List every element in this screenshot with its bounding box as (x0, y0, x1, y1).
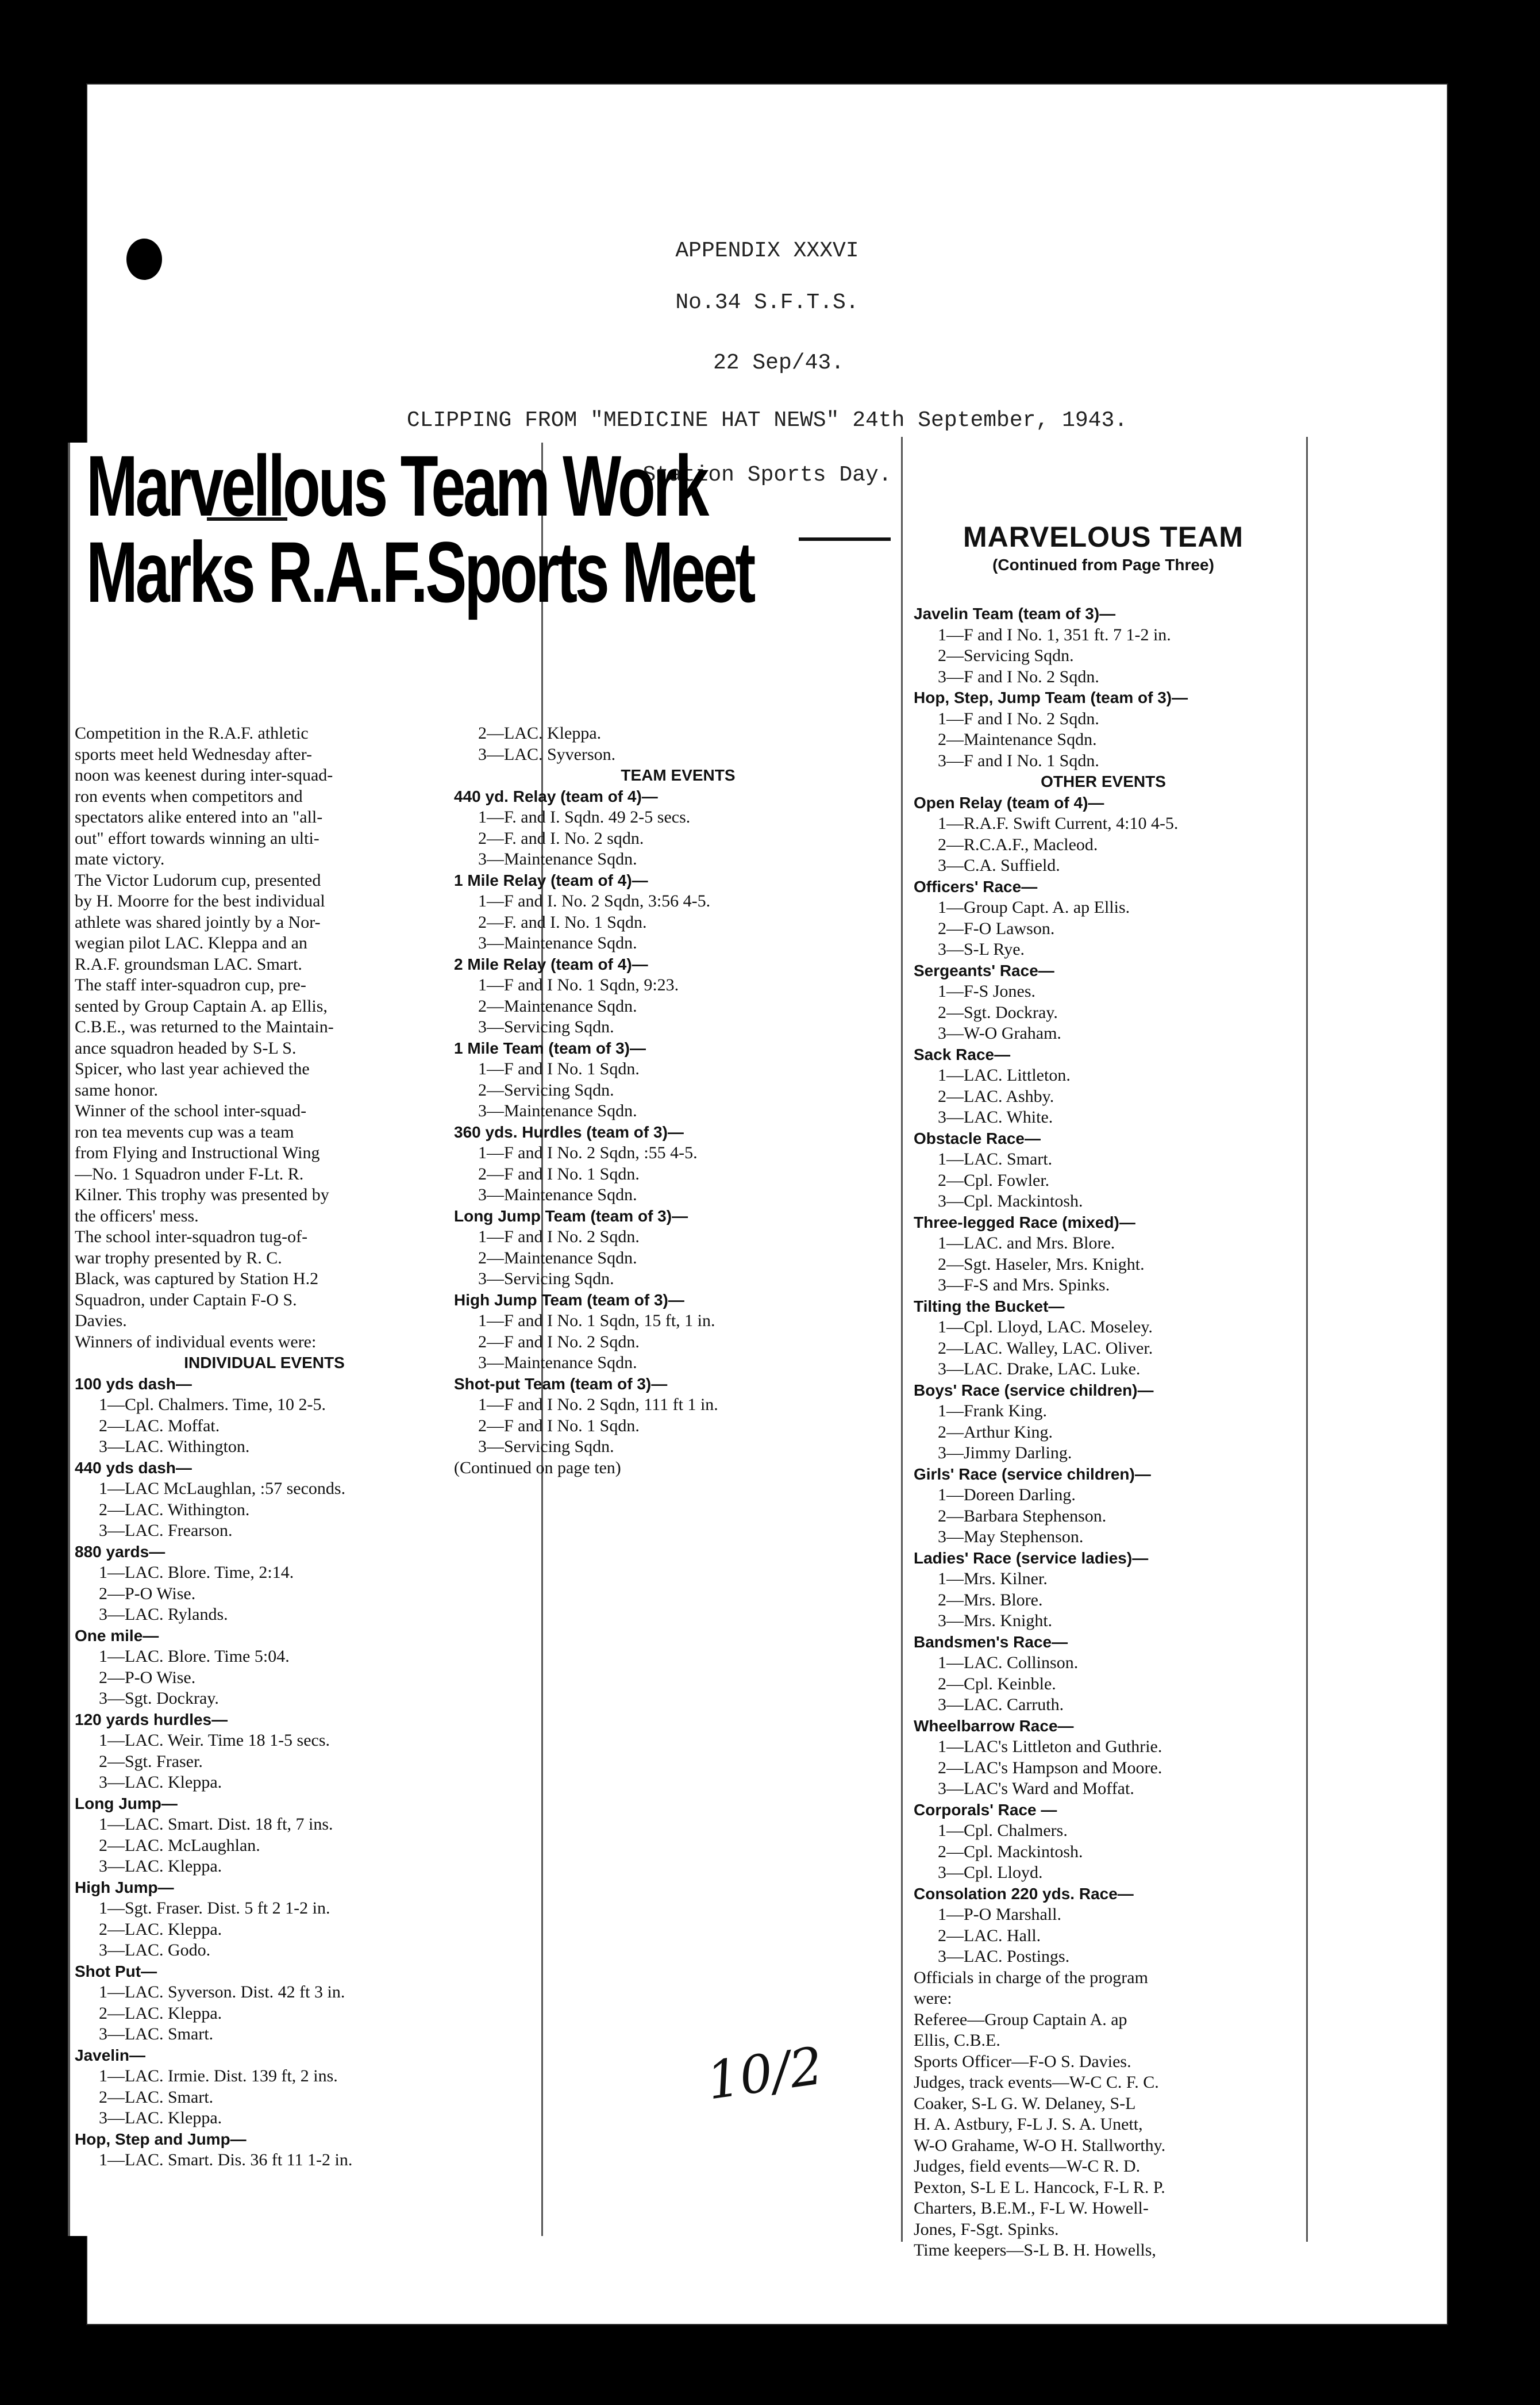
article-line: 1—Group Capt. A. ap Ellis. (938, 898, 1130, 917)
article-line: Long Jump Team (team of 3)— (454, 1207, 688, 1225)
right-clipping-header (914, 520, 1293, 574)
article-line: 2—P-O Wise. (99, 1584, 196, 1603)
article-line: Pexton, S-L E L. Hancock, F-L R. P. (914, 2177, 1165, 2197)
article-line: 1—F and I No. 1 Sqdn, 9:23. (478, 975, 679, 994)
article-line: 1—LAC. Syverson. Dist. 42 ft 3 in. (99, 1983, 345, 2001)
article-line: 2—Arthur King. (938, 1422, 1053, 1442)
article-line: Officials in charge of the program (914, 1968, 1148, 1987)
article-line: 3—LAC. Kleppa. (99, 1773, 222, 1792)
article-line: 3—LAC. Kleppa. (99, 1857, 222, 1876)
article-line: Judges, field events—W-C R. D. (914, 2157, 1141, 2176)
article-line: Black, was captured by Station H.2 (75, 1269, 319, 1288)
article-line: 100 yds dash— (75, 1374, 192, 1393)
article-line: 3—Maintenance Sqdn. (478, 933, 637, 952)
article-line: 1—F and I No. 2 Sqdn, :55 4-5. (478, 1143, 698, 1162)
article-line: 3—Servicing Sqdn. (478, 1269, 614, 1288)
article-line: Judges, track events—W-C C. F. C. (914, 2073, 1159, 2092)
article-line: 2—R.C.A.F., Macleod. (938, 835, 1098, 854)
article-line: Long Jump— (75, 1794, 178, 1812)
article-line: R.A.F. groundsman LAC. Smart. (75, 954, 302, 974)
article-line: Referee—Group Captain A. ap (914, 2010, 1127, 2029)
article-line: 1—LAC McLaughlan, :57 seconds. (99, 1479, 346, 1498)
article-line: 3—Servicing Sqdn. (478, 1017, 614, 1036)
article-line: 440 yds dash— (75, 1458, 192, 1477)
article-line: 1—LAC. Collinson. (938, 1653, 1079, 1672)
article-line: High Jump Team (team of 3)— (454, 1290, 684, 1309)
article-line: 3—LAC. Smart. (99, 2024, 214, 2043)
article-line: 3—Cpl. Lloyd. (938, 1863, 1043, 1882)
article-line: 2—LAC. Hall. (938, 1926, 1041, 1945)
article-line: 1—Mrs. Kilner. (938, 1569, 1048, 1588)
article-line: wegian pilot LAC. Kleppa and an (75, 933, 307, 952)
article-line: Boys' Race (service children)— (914, 1381, 1154, 1399)
article-line: 3—LAC. Frearson. (99, 1521, 233, 1540)
article-line: Shot Put— (75, 1962, 157, 1980)
article-line: 2—LAC. Withington. (99, 1500, 250, 1519)
article-line: 1—LAC. Blore. Time, 2:14. (99, 1563, 294, 1582)
article-line: 2—LAC. Kleppa. (478, 724, 602, 743)
article-line: Spicer, who last year achieved the (75, 1059, 310, 1078)
article-line: 1—F and I No. 2 Sqdn. (938, 709, 1099, 728)
article-line: spectators alike entered into an "all- (75, 808, 323, 827)
article-line: 1—F. and I. Sqdn. 49 2-5 secs. (478, 808, 691, 827)
article-line: 3—May Stephenson. (938, 1527, 1084, 1546)
article-line: C.B.E., was returned to the Maintain- (75, 1017, 334, 1036)
article-line: H. A. Astbury, F-L J. S. A. Unett, (914, 2115, 1143, 2134)
article-line: 2—Sgt. Haseler, Mrs. Knight. (938, 1254, 1145, 1274)
article-line: Ladies' Race (service ladies)— (914, 1549, 1149, 1567)
article-line: Wheelbarrow Race— (914, 1716, 1074, 1735)
article-line: 120 yards hurdles— (75, 1710, 228, 1728)
article-line: 2—LAC's Hampson and Moore. (938, 1758, 1162, 1777)
article-line: 360 yds. Hurdles (team of 3)— (454, 1123, 684, 1141)
article-column-b (454, 723, 902, 1478)
article-line: 1—LAC. Smart. Dist. 18 ft, 7 ins. (99, 1815, 333, 1834)
article-line: 1—R.A.F. Swift Current, 4:10 4-5. (938, 814, 1179, 833)
memo-subject: Station Sports Day. (642, 463, 892, 487)
article-line: 2—Cpl. Mackintosh. (938, 1842, 1083, 1861)
article-line: TEAM EVENTS (621, 766, 736, 784)
article-line: 3—Maintenance Sqdn. (478, 1185, 637, 1204)
article-line: Charters, B.E.M., F-L W. Howell- (914, 2199, 1149, 2218)
article-column-c (914, 604, 1293, 2261)
article-line: 1—LAC. Irmie. Dist. 139 ft, 2 ins. (99, 2066, 338, 2085)
article-line: (Continued on page ten) (454, 1458, 621, 1477)
article-line: W-O Grahame, W-O H. Stallworthy. (914, 2135, 1166, 2155)
unit-designation: No.34 S.F.T.S. (675, 290, 859, 315)
article-line: 3—C.A. Suffield. (938, 856, 1060, 875)
article-line: by H. Moorre for the best individual (75, 892, 325, 910)
article-line: 2—LAC. Kleppa. (99, 2003, 222, 2023)
article-line: 2—Maintenance Sqdn. (938, 730, 1097, 749)
article-line: 2—LAC. Ashby. (938, 1086, 1054, 1106)
article-line: Obstacle Race— (914, 1129, 1041, 1147)
article-line: 3—W-O Graham. (938, 1024, 1061, 1043)
article-line: Three-legged Race (mixed)— (914, 1213, 1135, 1231)
article-line: 2 Mile Relay (team of 4)— (454, 955, 648, 973)
handwritten-page-number: 10/2 (703, 2035, 827, 2112)
article-line: 1—LAC. Smart. Dis. 36 ft 11 1-2 in. (99, 2150, 353, 2169)
article-line: 1 Mile Relay (team of 4)— (454, 871, 648, 889)
article-line: 3—LAC. Postings. (938, 1947, 1070, 1966)
article-line: 3—Maintenance Sqdn. (478, 1353, 637, 1372)
article-line: Consolation 220 yds. Race— (914, 1884, 1134, 1903)
article-line: OTHER EVENTS (1041, 773, 1166, 790)
article-line: 3—S-L Rye. (938, 940, 1025, 959)
article-line: 2—Barbara Stephenson. (938, 1506, 1107, 1526)
headline-line-2: Marks R.A.F.Sports Meet (86, 524, 753, 620)
article-line: Sergeants' Race— (914, 961, 1054, 979)
article-line: Girls' Race (service children)— (914, 1465, 1151, 1483)
article-line: 2—Cpl. Fowler. (938, 1170, 1050, 1190)
article-line: 3—Jimmy Darling. (938, 1443, 1072, 1462)
article-line: 1 Mile Team (team of 3)— (454, 1039, 646, 1057)
article-line: ron events when competitors and (75, 786, 303, 806)
article-line: athlete was shared jointly by a Nor- (75, 912, 321, 932)
article-line: 3—LAC. Drake, LAC. Luke. (938, 1359, 1141, 1378)
article-line: 1—F and I No. 1 Sqdn, 15 ft, 1 in. (478, 1311, 715, 1330)
article-line: 2—Servicing Sqdn. (478, 1080, 614, 1100)
article-line: 1—Cpl. Chalmers. Time, 10 2-5. (99, 1395, 326, 1414)
article-line: 1—F and I No. 1 Sqdn. (478, 1059, 640, 1078)
article-line: Hop, Step and Jump— (75, 2130, 247, 2148)
article-line: 1—Cpl. Lloyd, LAC. Moseley. (938, 1317, 1153, 1336)
appendix-number: APPENDIX XXXVI (675, 239, 859, 263)
article-line: 3—LAC. White. (938, 1108, 1053, 1127)
article-line: 1—F and I No. 1, 351 ft. 7 1-2 in. (938, 625, 1171, 644)
article-line: 2—Maintenance Sqdn. (478, 996, 637, 1016)
article-line: INDIVIDUAL EVENTS (184, 1354, 345, 1371)
article-line: Competition in the R.A.F. athletic (75, 724, 309, 743)
article-line: 3—LAC. Godo. (99, 1941, 211, 1960)
article-line: 3—F-S and Mrs. Spinks. (938, 1276, 1110, 1294)
article-line: Sack Race— (914, 1045, 1011, 1063)
article-line: 1—LAC's Littleton and Guthrie. (938, 1737, 1162, 1756)
article-line: 1—LAC. Weir. Time 18 1-5 secs. (99, 1731, 330, 1750)
article-line: 2—F and I No. 1 Sqdn. (478, 1416, 640, 1435)
article-line: Hop, Step, Jump Team (team of 3)— (914, 689, 1188, 706)
article-line: The Victor Ludorum cup, presented (75, 870, 321, 890)
article-line: Davies. (75, 1311, 127, 1330)
article-line: 880 yards— (75, 1542, 165, 1561)
article-line: sented by Group Captain A. ap Ellis, (75, 996, 328, 1016)
article-line: 2—LAC. McLaughlan. (99, 1835, 260, 1855)
article-line: 2—F. and I. No. 1 Sqdn. (478, 912, 647, 932)
article-line: Time keepers—S-L B. H. Howells, (914, 2241, 1156, 2260)
article-line: sports meet held Wednesday after- (75, 744, 312, 764)
article-line: 2—Maintenance Sqdn. (478, 1248, 637, 1267)
article-line: 3—Maintenance Sqdn. (478, 1101, 637, 1120)
article-line: 2—LAC. Walley, LAC. Oliver. (938, 1338, 1153, 1358)
article-line: 3—LAC. Carruth. (938, 1695, 1064, 1714)
article-line: 1—Frank King. (938, 1401, 1047, 1420)
article-line: were: (914, 1989, 952, 2008)
article-line: 3—Maintenance Sqdn. (478, 850, 637, 869)
article-line: 3—LAC. Syverson. (478, 744, 616, 764)
article-line: 3—LAC. Rylands. (99, 1605, 228, 1624)
article-line: 2—Mrs. Blore. (938, 1590, 1043, 1609)
article-line: Shot-put Team (team of 3)— (454, 1374, 668, 1393)
article-line: 3—F and I No. 1 Sqdn. (938, 751, 1099, 770)
article-line: Coaker, S-L G. W. Delaney, S-L (914, 2093, 1136, 2113)
article-line: war trophy presented by R. C. (75, 1248, 282, 1267)
article-line: 1—Sgt. Fraser. Dist. 5 ft 2 1-2 in. (99, 1899, 330, 1918)
article-line: 2—LAC. Moffat. (99, 1416, 220, 1435)
article-line: Kilner. This trophy was presented by (75, 1185, 329, 1204)
article-line: ance squadron headed by S-L S. (75, 1038, 297, 1058)
article-line: 3—Mrs. Knight. (938, 1611, 1053, 1630)
article-line: the officers' mess. (75, 1206, 199, 1225)
article-line: 1—F and I. No. 2 Sqdn, 3:56 4-5. (478, 892, 711, 910)
article-line: 1—P-O Marshall. (938, 1905, 1061, 1924)
article-line: 2—Cpl. Keinble. (938, 1674, 1056, 1693)
article-line: Winners of individual events were: (75, 1332, 317, 1351)
article-line: The school inter-squadron tug-of- (75, 1227, 308, 1246)
article-line: Sports Officer—F-O S. Davies. (914, 2051, 1131, 2071)
article-line: 1—LAC. Smart. (938, 1150, 1053, 1169)
article-line: same honor. (75, 1080, 158, 1100)
article-line: 2—F-O Lawson. (938, 919, 1055, 938)
right-clipping-title: MARVELOUS TEAM (962, 521, 1244, 553)
article-line: Javelin— (75, 2046, 145, 2064)
right-clipping-subtitle: (Continued from Page Three) (992, 556, 1214, 574)
article-line: out" effort towards winning an ulti- (75, 828, 319, 848)
article-line: noon was keenest during inter-squad- (75, 766, 333, 785)
article-line: 3—LAC's Ward and Moffat. (938, 1779, 1134, 1798)
article-line: 3—LAC. Withington. (99, 1437, 250, 1456)
article-line: mate victory. (75, 850, 165, 869)
article-line: Ellis, C.B.E. (914, 2031, 1000, 2050)
headline-line-1: Marvellous Team Work (86, 437, 707, 534)
memo-date: 22 Sep/43. (713, 351, 845, 375)
article-line: Bandsmen's Race— (914, 1632, 1068, 1651)
article-line: 1—LAC. and Mrs. Blore. (938, 1234, 1115, 1253)
article-line: High Jump— (75, 1878, 174, 1896)
article-line: 440 yd. Relay (team of 4)— (454, 787, 658, 805)
article-line: 2—Sgt. Dockray. (938, 1002, 1058, 1022)
article-line: 2—P-O Wise. (99, 1668, 196, 1687)
article-line: 2—F and I No. 2 Sqdn. (478, 1332, 640, 1351)
article-line: 3—Servicing Sqdn. (478, 1437, 614, 1456)
article-line: 2—LAC. Kleppa. (99, 1919, 222, 1939)
article-line: —No. 1 Squadron under F-Lt. R. (75, 1164, 304, 1184)
headline (86, 437, 753, 620)
rule-mark (799, 537, 891, 541)
article-column-a (75, 723, 454, 2171)
article-line: 2—LAC. Smart. (99, 2087, 214, 2107)
article-line: Javelin Team (team of 3)— (914, 605, 1116, 623)
article-line: ron tea mevents cup was a team (75, 1122, 294, 1142)
article-line: 1—F-S Jones. (938, 982, 1036, 1001)
article-line: Corporals' Race — (914, 1800, 1057, 1819)
article-line: 3—F and I No. 2 Sqdn. (938, 667, 1099, 686)
article-line: One mile— (75, 1626, 159, 1645)
article-line: 1—Doreen Darling. (938, 1485, 1076, 1504)
clipping-source: CLIPPING FROM "MEDICINE HAT NEWS" 24th September, 1943. (406, 408, 1128, 433)
article-line: 1—F and I No. 2 Sqdn, 111 ft 1 in. (478, 1395, 718, 1414)
article-line: 3—Sgt. Dockray. (99, 1689, 219, 1708)
article-line: 1—Cpl. Chalmers. (938, 1821, 1068, 1840)
article-line: 1—F and I No. 2 Sqdn. (478, 1227, 640, 1246)
article-line: 2—Sgt. Fraser. (99, 1751, 203, 1771)
article-line: 2—F and I No. 1 Sqdn. (478, 1164, 640, 1184)
article-line: Squadron, under Captain F-O S. (75, 1290, 297, 1309)
article-line: Tilting the Bucket— (914, 1297, 1065, 1315)
article-line: The staff inter-squadron cup, pre- (75, 975, 306, 994)
article-line: 2—F. and I. No. 2 sqdn. (478, 828, 644, 848)
article-line: 1—LAC. Littleton. (938, 1066, 1071, 1085)
article-line: 3—LAC. Kleppa. (99, 2108, 222, 2127)
article-line: 3—Cpl. Mackintosh. (938, 1192, 1083, 1211)
article-line: Jones, F-Sgt. Spinks. (914, 2219, 1059, 2239)
article-line: Winner of the school inter-squad- (75, 1101, 307, 1120)
article-line: Open Relay (team of 4)— (914, 793, 1104, 812)
article-line: 1—LAC. Blore. Time 5:04. (99, 1647, 290, 1666)
article-line: Officers' Race— (914, 877, 1038, 896)
article-line: from Flying and Instructional Wing (75, 1143, 320, 1162)
article-line: 2—Servicing Sqdn. (938, 646, 1074, 665)
